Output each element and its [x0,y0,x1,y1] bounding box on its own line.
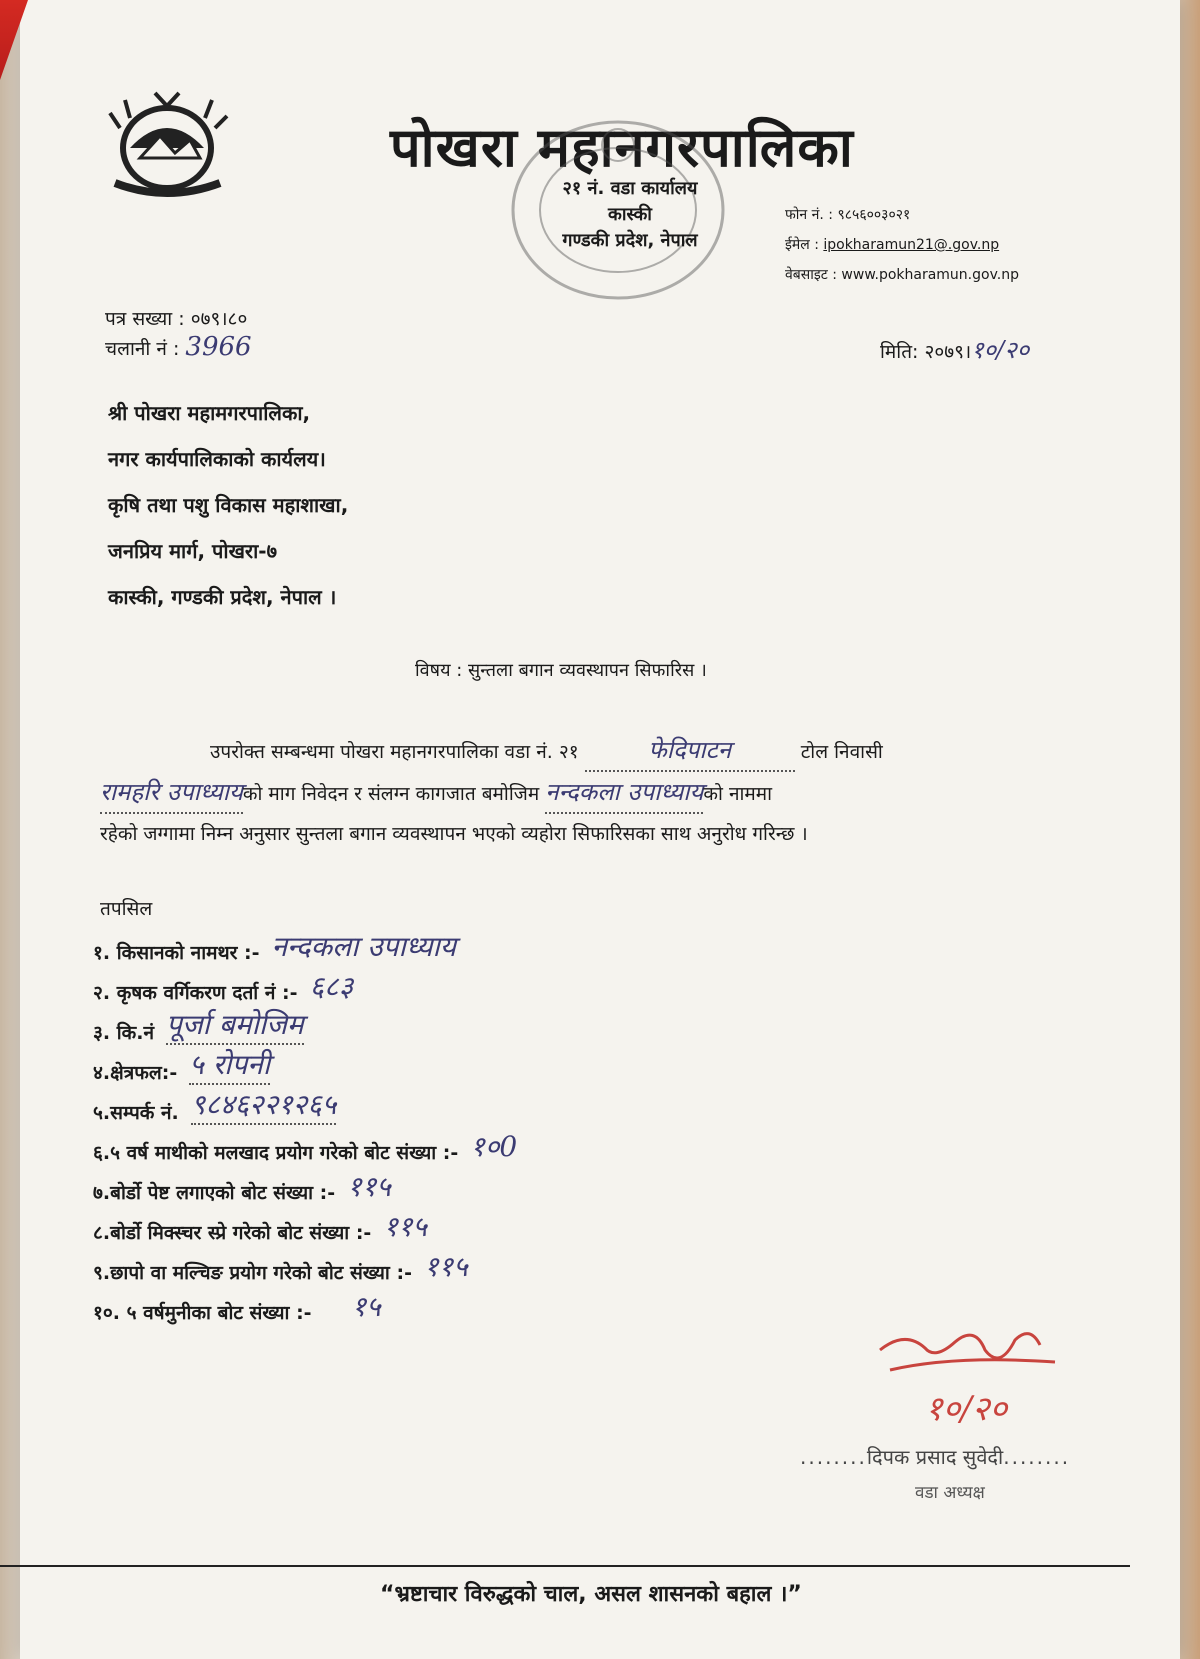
list-item [93,925,517,965]
addressee-block [108,390,348,620]
footer-quote: “भ्रष्टाचार विरुद्धको चाल, असल शासनको बहाल ।” [380,1582,802,1607]
body-paragraph [100,730,1110,854]
addressee-line: कास्की, गण्डकी प्रदेश, नेपाल । [108,585,337,609]
list-item [93,1165,517,1205]
item-value: ९८४६२२१२६५ [191,1085,337,1125]
item-value: ६८३ [309,970,354,1003]
website-label: वेबसाइट : [785,267,837,283]
list-item [93,1125,517,1165]
owner-hand: नन्दकला उपाध्याय [545,772,703,814]
signatory-name-text: दिपक प्रसाद सुवेदी [866,1445,1004,1469]
addressee-line: नगर कार्यपालिकाको कार्यलय। [108,447,326,471]
letter-no-label: पत्र सख्या : [105,308,185,330]
body-part1: उपरोक्त सम्बन्धमा पोखरा महानगरपालिका वडा नं. २१ [210,741,579,763]
item-label: २. कृषक वर्गिकरण दर्ता नं :- [93,982,298,1004]
body-part2: टोल निवासी [800,741,883,763]
applicant-hand: रामहरि उपाध्याय [100,772,243,814]
item-label: ७.बोर्डो पेष्ट लगाएको बोट संख्या :- [93,1182,336,1204]
body-part4: को नाममा [703,783,773,805]
list-item [93,1205,517,1245]
addressee-line: श्री पोखरा महामगरपालिका, [108,401,311,425]
district: कास्की [608,204,652,225]
item-label: ३. कि.नं [93,1022,154,1044]
body-part3: को माग निवेदन र संलग्न कागजात बमोजिम [242,783,540,805]
list-item [93,1045,517,1085]
item-label: ९.छापो वा मल्चिङ प्रयोग गरेको बोट संख्या :- [93,1262,412,1284]
email-label: ईमेल : [785,237,819,253]
date-hand: १०/२० [971,336,1030,364]
tole-hand: फेदिपाटन [585,730,795,772]
item-value: ५ रोपनी [189,1045,270,1085]
item-value: ११५ [347,1170,391,1203]
item-label: १. किसानको नामथर :- [93,942,260,964]
date-label: मिति: २०७९। [880,341,972,363]
details-list [93,925,517,1325]
item-label: ४.क्षेत्रफल:- [93,1062,178,1084]
list-item [93,1085,517,1125]
letter-no: ०७९।८० [190,308,248,330]
list-item [93,965,517,1005]
list-item [93,1005,517,1045]
date-block [880,333,1029,366]
item-label: १०. ५ वर्षमुनीका बोट संख्या :- [93,1302,312,1324]
dispatch-no: 3966 [185,332,252,362]
signatory-name: ........दिपक प्रसाद सुवेदी........ [800,1445,1071,1469]
municipality-title: पोखरा महानगरपालिका [390,116,854,179]
email-link[interactable]: ipokharamun21@.gov.np [823,237,1000,253]
signature-date: १०/२० [925,1389,1008,1429]
item-label: ६.५ वर्ष माथीको मलखाद प्रयोग गरेको बोट संख्या :- [93,1142,459,1164]
list-item [93,1285,517,1325]
item-value: नन्दकला उपाध्याय [271,930,456,963]
item-value: १५ [351,1290,381,1323]
body-part5: रहेको जग्गामा निम्न अनुसार सुन्तला बगान व्यवस्थापन भएको व्यहोरा सिफारिसका साथ अनुरोध गरिन्छ । [100,823,808,845]
province: गण्डकी प्रदेश, नेपाल [562,230,698,251]
dispatch-no-label: चलानी नं : [105,338,180,360]
item-value: पूर्जा बमोजिम [166,1005,304,1045]
signatory-title: वडा अध्यक्ष [915,1483,985,1503]
reference-block [105,305,252,363]
item-value: १०0 [470,1130,518,1163]
footer-divider [0,1565,1130,1567]
phone-number: ९८५६००३०२१ [837,207,911,223]
website-link[interactable]: www.pokharamun.gov.np [841,267,1019,283]
addressee-line: जनप्रिय मार्ग, पोखरा-७ [108,539,277,563]
tapsil-heading: तपसिल [100,898,153,920]
item-label: ५.सम्पर्क नं. [93,1102,179,1124]
item-label: ८.बोर्डो मिक्स्चर स्प्रे गरेको बोट संख्या :- [93,1222,372,1244]
ward-office: २१ नं. वडा कार्यालय [562,178,698,199]
list-item [93,1245,517,1285]
contact-block [785,200,1019,290]
ward-office-block [530,176,730,254]
phone-label: फोन नं. : [785,207,834,223]
item-value: ११५ [423,1250,468,1283]
addressee-line: कृषि तथा पशु विकास महाशाखा, [108,493,349,517]
item-value: ११५ [383,1210,427,1243]
signature-scribble-icon [865,1320,1080,1440]
government-emblem-icon [100,88,235,203]
subject-line: विषय : सुन्तला बगान व्यवस्थापन सिफारिस । [415,660,707,681]
